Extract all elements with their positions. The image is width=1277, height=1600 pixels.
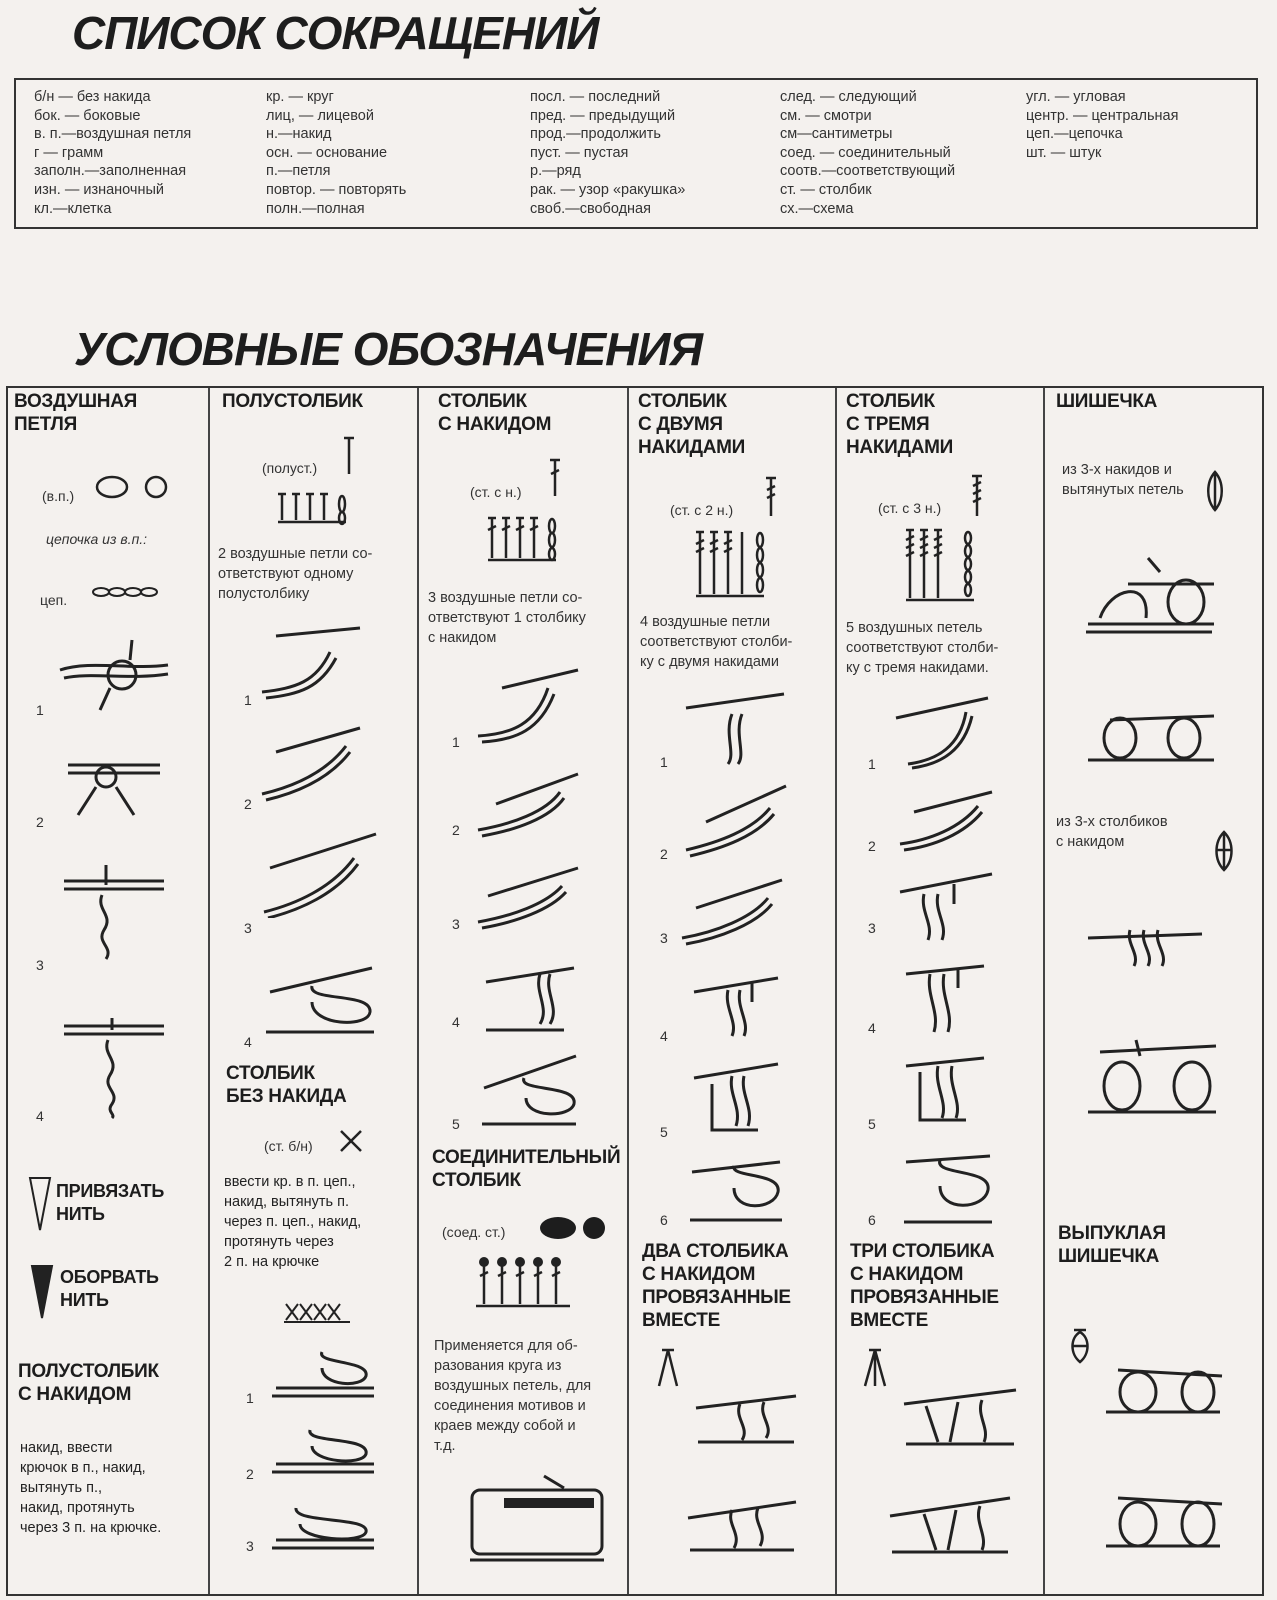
treble-crochet-step-3-illustration [676,872,786,948]
bobble-symbol-1-icon [1204,470,1226,512]
double-treble-step-number: 5 [868,1116,876,1132]
abbreviation-item: пред. — предыдущий [530,107,676,124]
double-treble-step-number: 3 [868,920,876,936]
chain-note: цепочка из в.п.: [46,531,148,547]
half-stitch-heading: ПОЛУСТОЛБИК [222,391,363,412]
double-treble-step-4-illustration [900,952,990,1036]
slip-stitch-illustration [464,1468,610,1568]
double-treble-row-diagram [904,526,980,606]
treble-crochet-step-number: 6 [660,1212,668,1228]
chain-stitch-heading: ВОЗДУШНАЯ ПЕТЛЯ [14,391,138,435]
abbr-column-4 [780,88,955,218]
raised-bobble-heading: ВЫПУКЛАЯ ШИШЕЧКА [1058,1223,1166,1267]
slip-stitch-row-diagram [470,1256,580,1314]
abbreviation-item: угл. — угловая [1026,89,1126,105]
half-stitch-symbol-icon [342,436,356,476]
abbreviation-item: бок. — боковые [34,107,141,124]
hdc-text: накид, ввести крючок в п., накид, вытянуть п., накид, протянуть через 3 п. на крючке. [20,1440,162,1536]
chain-step-number: 4 [36,1108,44,1124]
abbreviations-box [14,78,1258,229]
two-together-heading: ДВА СТОЛБИКА С НАКИДОМ ПРОВЯЗАННЫЕ ВМЕСТЕ [642,1241,791,1331]
column-divider [835,388,837,1594]
double-crochet-row-diagram [486,514,562,566]
abbreviation-item: рак. — узор «ракушка» [530,181,686,198]
double-treble-step-2-illustration [894,784,998,854]
chain-stitch-label: (в.п.) [42,488,75,504]
chain-stitch-symbols [90,472,180,504]
double-crochet-step-4-illustration [480,958,580,1038]
double-crochet-step-number: 2 [452,822,460,838]
raised-bobble-illustration-1 [1098,1356,1228,1426]
three-together-illustration-1 [898,1380,1022,1454]
chain-row-symbol [92,582,162,602]
abbreviation-item: г — грамм [34,144,104,161]
chain-oval-icon [97,477,127,497]
single-crochet-step-3-illustration [266,1496,380,1552]
single-crochet-step-1-illustration [266,1344,380,1400]
double-treble-step-number: 4 [868,1020,876,1036]
abbreviation-item: изн. — изнаночный [34,181,164,198]
half-stitch-step-1-illustration [256,622,366,702]
abbreviation-item: осн. — основание [266,144,388,161]
double-crochet-step-5-illustration [478,1048,582,1132]
treble-crochet-heading: СТОЛБИК С ДВУМЯ НАКИДАМИ [638,391,746,458]
slip-dot-icon [583,1217,605,1239]
half-stitch-note: 2 воздушные петли со- ответствуют одному полустолбику [218,546,373,602]
bobble-illustration-1 [1080,548,1220,640]
column-divider [417,388,419,1594]
double-treble-note: 5 воздушных петель соответствуют столби- ку с тремя накидами. [846,620,999,676]
treble-crochet-step-5-illustration [688,1050,784,1136]
treble-crochet-step-number: 2 [660,846,668,862]
abbreviation-item: ст. — столбик [780,181,872,198]
abbreviation-item: прод.—продолжить [530,126,661,143]
treble-crochet-step-4-illustration [688,962,784,1042]
single-crochet-text: ввести кр. в п. цеп., накид, вытянуть п. через п. цеп., накид, протянуть через 2 п. на крючке [224,1174,362,1270]
double-crochet-heading: СТОЛБИК С НАКИДОМ [438,391,552,435]
single-crochet-step-number: 3 [246,1538,254,1554]
half-stitch-step-number: 3 [244,920,252,936]
chain-label: цеп. [40,592,68,608]
double-treble-step-1-illustration [890,690,994,772]
chain-step-number: 1 [36,702,44,718]
symbols-grid [6,386,1264,1596]
double-treble-step-5-illustration [900,1042,990,1126]
double-crochet-step-number: 4 [452,1014,460,1030]
bobble-illustration-2 [1080,700,1220,770]
slip-stitch-heading: СОЕДИНИТЕЛЬНЫЙ СТОЛБИК [432,1147,621,1191]
double-treble-step-3-illustration [894,864,998,944]
treble-crochet-label: (ст. с 2 н.) [670,502,734,518]
abbr-column-1 [34,88,191,218]
abbreviation-item: своб.—свободная [530,200,651,217]
slip-oval-icon [540,1217,576,1239]
treble-crochet-symbol-icon [764,476,778,518]
raised-bobble-symbol-icon [1068,1326,1092,1366]
double-crochet-step-3-illustration [472,860,584,930]
chain-circle-icon [146,477,166,497]
abbreviation-item: кр. — круг [266,89,334,105]
cut-thread-label: ОБОРВАТЬ НИТЬ [60,1267,159,1310]
treble-crochet-step-1-illustration [680,684,790,770]
chain-step-number: 3 [36,957,44,973]
cut-thread-icon [30,1264,54,1320]
bobble-heading: ШИШЕЧКА [1056,391,1158,412]
half-stitch-step-4-illustration [262,962,380,1042]
abbreviation-item: п.—петля [266,163,331,180]
abbreviation-item: сх.—схема [780,200,854,217]
chain-step-4-illustration [58,1000,173,1120]
two-together-illustration-2 [682,1488,802,1558]
single-crochet-step-number: 1 [246,1390,254,1406]
double-crochet-step-2-illustration [472,768,584,838]
treble-crochet-note: 4 воздушные петли соответствуют столби- ку с двумя накидами [640,614,793,670]
double-treble-step-6-illustration [900,1142,996,1228]
abbreviation-item: след. — следующий [780,89,917,105]
treble-crochet-step-number: 3 [660,930,668,946]
bobble-symbol-2-icon [1212,830,1236,872]
abbreviation-item: р.—ряд [530,163,581,180]
raised-bobble-illustration-2 [1098,1480,1228,1560]
bobble-illustration-3 [1082,910,1208,970]
abbreviations-title: СПИСОК СОКРАЩЕНИЙ [72,7,599,59]
double-crochet-symbol-icon [548,458,562,498]
chain-step-3-illustration [58,855,173,965]
double-treble-step-number: 2 [868,838,876,854]
chain-step-number: 2 [36,814,44,830]
treble-crochet-step-number: 5 [660,1124,668,1140]
tie-thread-label: ПРИВЯЗАТЬ НИТЬ [56,1181,164,1224]
double-crochet-step-number: 3 [452,916,460,932]
half-stitch-step-3-illustration [256,828,380,918]
treble-crochet-step-number: 1 [660,754,668,770]
slip-stitch-dot-icons [536,1214,608,1242]
column-divider [1043,388,1045,1594]
single-crochet-step-number: 2 [246,1466,254,1482]
double-treble-heading: СТОЛБИК С ТРЕМЯ НАКИДАМИ [846,391,954,458]
treble-crochet-step-number: 4 [660,1028,668,1044]
chain-step-2-illustration [60,745,170,825]
single-crochet-row-diagram [282,1300,354,1326]
treble-crochet-step-2-illustration [680,780,790,860]
abbreviation-item: лиц, — лицевой [266,107,374,124]
column-divider [627,388,629,1594]
abbreviation-item: кл.—клетка [34,200,112,217]
hdc-heading: ПОЛУСТОЛБИК С НАКИДОМ [18,1361,159,1405]
abbreviation-item: повтор. — повторять [266,181,407,198]
abbreviation-item: см—сантиметры [780,126,893,143]
double-crochet-label: (ст. с н.) [470,484,522,500]
chain-step-1-illustration [50,630,180,720]
abbreviation-item: соотв.—соответствующий [780,163,956,180]
abbreviation-item: посл. — последний [530,89,661,105]
abbreviation-item: н.—накид [266,126,332,143]
single-crochet-label: (ст. б/н) [264,1138,313,1154]
half-stitch-step-number: 2 [244,796,252,812]
half-stitch-label: (полуст.) [262,460,318,476]
double-crochet-step-1-illustration [472,664,584,744]
three-together-illustration-2 [884,1486,1016,1560]
slip-stitch-text: Применяется для об- разования круга из воздушных петель, для соединения мотивов и краев между собой и т.д. [434,1338,592,1454]
slip-stitch-label: (соед. ст.) [442,1224,506,1240]
abbreviation-item: заполн.—заполненная [34,163,187,180]
double-treble-step-number: 6 [868,1212,876,1228]
abbreviation-item: пуст. — пустая [530,144,629,161]
bobble-note-2: из 3-х столбиков с накидом [1056,814,1168,850]
abbreviation-item: центр. — центральная [1026,107,1179,124]
double-crochet-step-number: 1 [452,734,460,750]
half-stitch-step-number: 4 [244,1034,252,1050]
treble-crochet-row-diagram [694,528,770,602]
double-crochet-step-number: 5 [452,1116,460,1132]
abbr-column-5 [1026,88,1178,162]
double-treble-symbol-icon [970,474,984,518]
column-divider [208,388,210,1594]
bobble-illustration-4 [1080,1030,1222,1126]
abbreviation-item: в. п.—воздушная петля [34,126,192,143]
half-stitch-row-diagram [276,490,352,530]
half-stitch-step-2-illustration [256,722,366,802]
symbols-title: УСЛОВНЫЕ ОБОЗНАЧЕНИЯ [74,323,702,375]
single-crochet-step-2-illustration [266,1420,380,1476]
two-together-symbol-icon [656,1346,680,1390]
treble-crochet-step-6-illustration [686,1148,786,1228]
bobble-note-1: из 3-х накидов и вытянутых петель [1062,462,1184,498]
single-crochet-heading: СТОЛБИК БЕЗ НАКИДА [226,1063,347,1107]
abbreviation-item: см. — смотри [780,107,872,124]
abbreviation-item: полн.—полная [266,200,365,217]
three-together-symbol-icon [862,1346,888,1390]
double-treble-step-number: 1 [868,756,876,772]
abbreviation-item: шт. — штук [1026,144,1102,161]
half-stitch-step-number: 1 [244,692,252,708]
single-crochet-x-icon [338,1128,364,1154]
three-together-heading: ТРИ СТОЛБИКА С НАКИДОМ ПРОВЯЗАННЫЕ ВМЕСТЕ [850,1241,999,1331]
abbreviation-item: соед. — соединительный [780,144,951,161]
double-crochet-note: 3 воздушные петли со- ответствуют 1 столбику с накидом [428,590,586,646]
abbreviation-item: цеп.—цепочка [1026,126,1123,143]
abbr-column-3 [530,88,685,218]
double-treble-label: (ст. с 3 н.) [878,500,942,516]
tie-thread-icon [28,1176,52,1232]
abbr-column-2 [266,88,406,218]
abbreviation-item: б/н — без накида [34,89,151,105]
two-together-illustration-1 [690,1382,802,1452]
